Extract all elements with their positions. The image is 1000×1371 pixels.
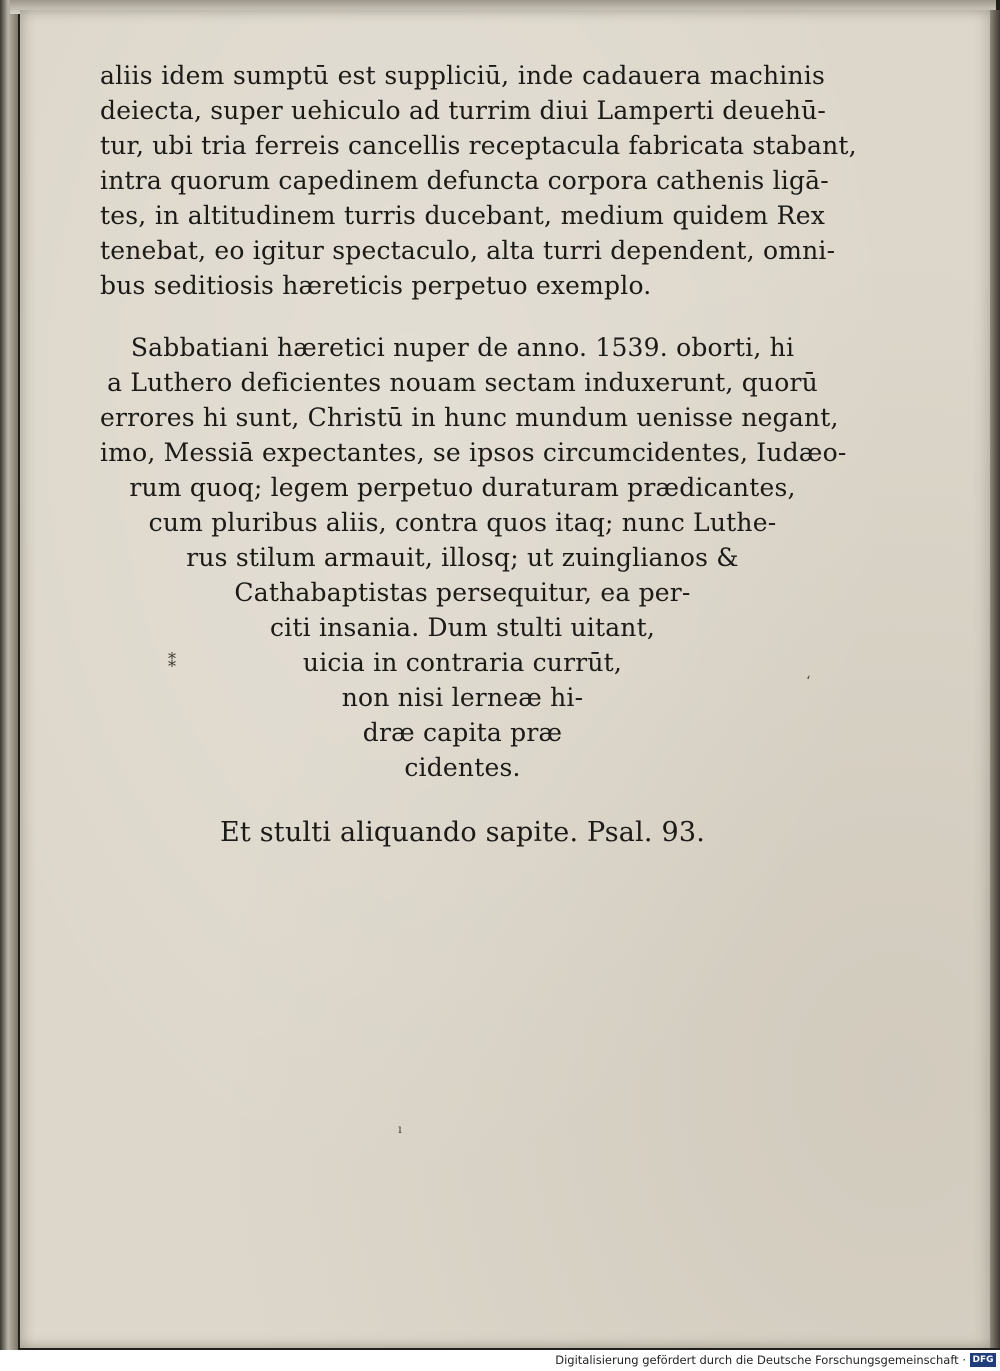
text-line: non nisi lerneæ hi- <box>341 683 584 712</box>
ink-speck: ‘ <box>806 674 811 690</box>
text-line: cidentes. <box>404 753 521 782</box>
text-line: tenebat, eo igitur spectaculo, alta turri dependent, omni- <box>100 236 836 265</box>
ink-speck: ⁑ <box>168 652 176 671</box>
text-line: Sabbatiani hæretici nuper de anno. 1539. oborti, hi <box>130 333 795 362</box>
text-line: imo, Messiā expectantes, se ipsos circumcidentes, Iudæo- <box>100 438 847 467</box>
text-line: citi insania. Dum stulti uitant, <box>269 613 655 642</box>
text-line: tes, in altitudinem turris ducebant, medium quidem Rex <box>100 201 825 230</box>
text-line: rus stilum armauit, illosq; ut zuinglianos & <box>186 543 739 572</box>
paragraph-sabbatiani <box>100 330 847 785</box>
text-line: Cathabaptistas persequitur, ea per- <box>234 578 691 607</box>
text-line: intra quorum capedinem defuncta corpora cathenis ligā- <box>100 166 829 195</box>
text-line: bus seditiosis hæreticis perpetuo exemplo. <box>100 271 652 300</box>
page-right-edge <box>990 10 1000 1348</box>
text-line: errores hi sunt, Christū in hunc mundum uenisse negant, <box>100 403 839 432</box>
text-line: deiecta, super uehiculo ad turrim diui Lamperti deuehū- <box>100 96 827 125</box>
ink-speck: ı <box>398 1122 402 1136</box>
text-line: tur, ubi tria ferreis cancellis receptacula fabricata stabant, <box>100 131 857 160</box>
text-line: aliis idem sumptū est suppliciū, inde cadauera machinis <box>100 61 825 90</box>
text-line: dræ capita præ <box>362 718 563 747</box>
text-line: cum pluribus aliis, contra quos itaq; nunc Luthe- <box>148 508 777 537</box>
text-line: rum quoq; legem perpetuo duraturam prædicantes, <box>129 473 796 502</box>
paragraph-execution <box>100 58 857 303</box>
text-line: a Luthero deficientes nouam sectam induxerunt, quorū <box>107 368 818 397</box>
book-spine-edge <box>0 0 18 1350</box>
text-line: uicia in contraria currūt, <box>302 648 623 677</box>
closing-line: Et stulti aliquando sapite. Psal. 93. <box>220 817 705 848</box>
dfg-logo-icon: DFG <box>970 1353 996 1367</box>
footer-bar <box>0 1350 1000 1371</box>
funding-credit: Digitalisierung gefördert durch die Deutsche Forschungsgemeinschaft · <box>555 1353 966 1367</box>
